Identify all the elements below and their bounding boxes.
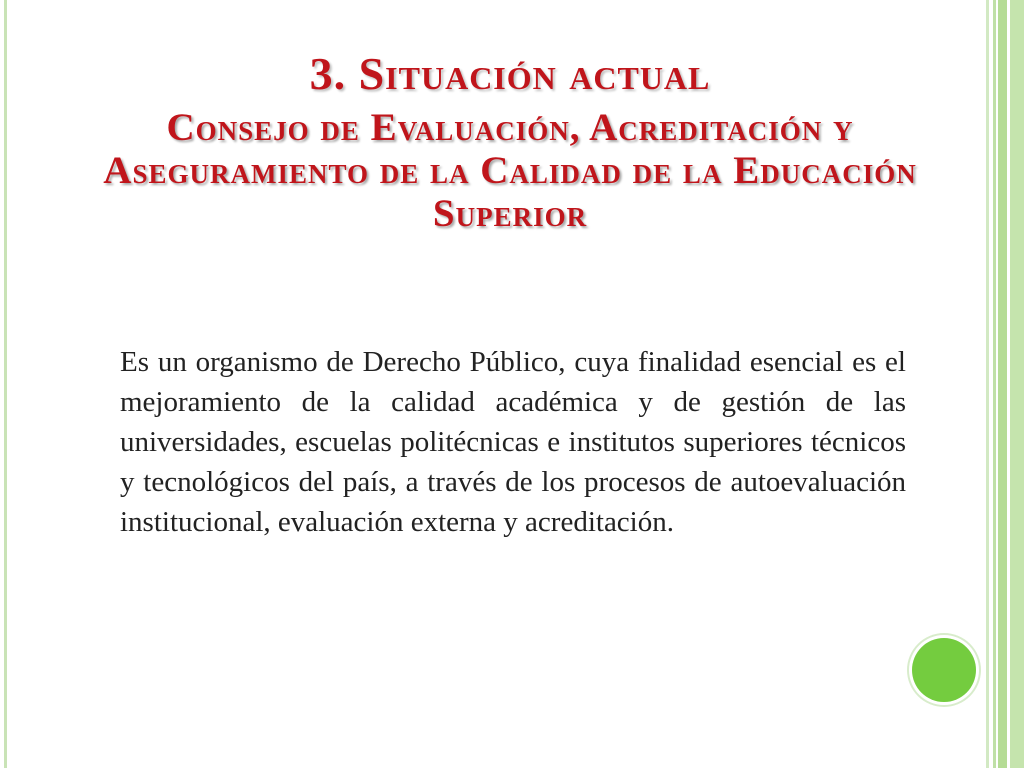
green-circle-icon [912, 638, 976, 702]
slide-title: 3. Situación actual [309, 48, 711, 99]
slide-body-text: Es un organismo de Derecho Público, cuya finalidad esencial es el mejoramiento de la calidad académica y de gestión de las universidades, escuelas politécnicas e institutos superiores técnicos y tecnológicos del país, a través de los procesos de autoevaluación institucional, evaluación externa y acreditación. [120, 346, 906, 538]
slide-subtitle: Consejo de Evaluación, Acreditación y Aseguramiento de la Calidad de la Educación Superior [103, 106, 917, 235]
right-decorative-stripes [982, 0, 1024, 768]
slide-title-block [60, 44, 960, 235]
left-border-line [4, 0, 7, 768]
